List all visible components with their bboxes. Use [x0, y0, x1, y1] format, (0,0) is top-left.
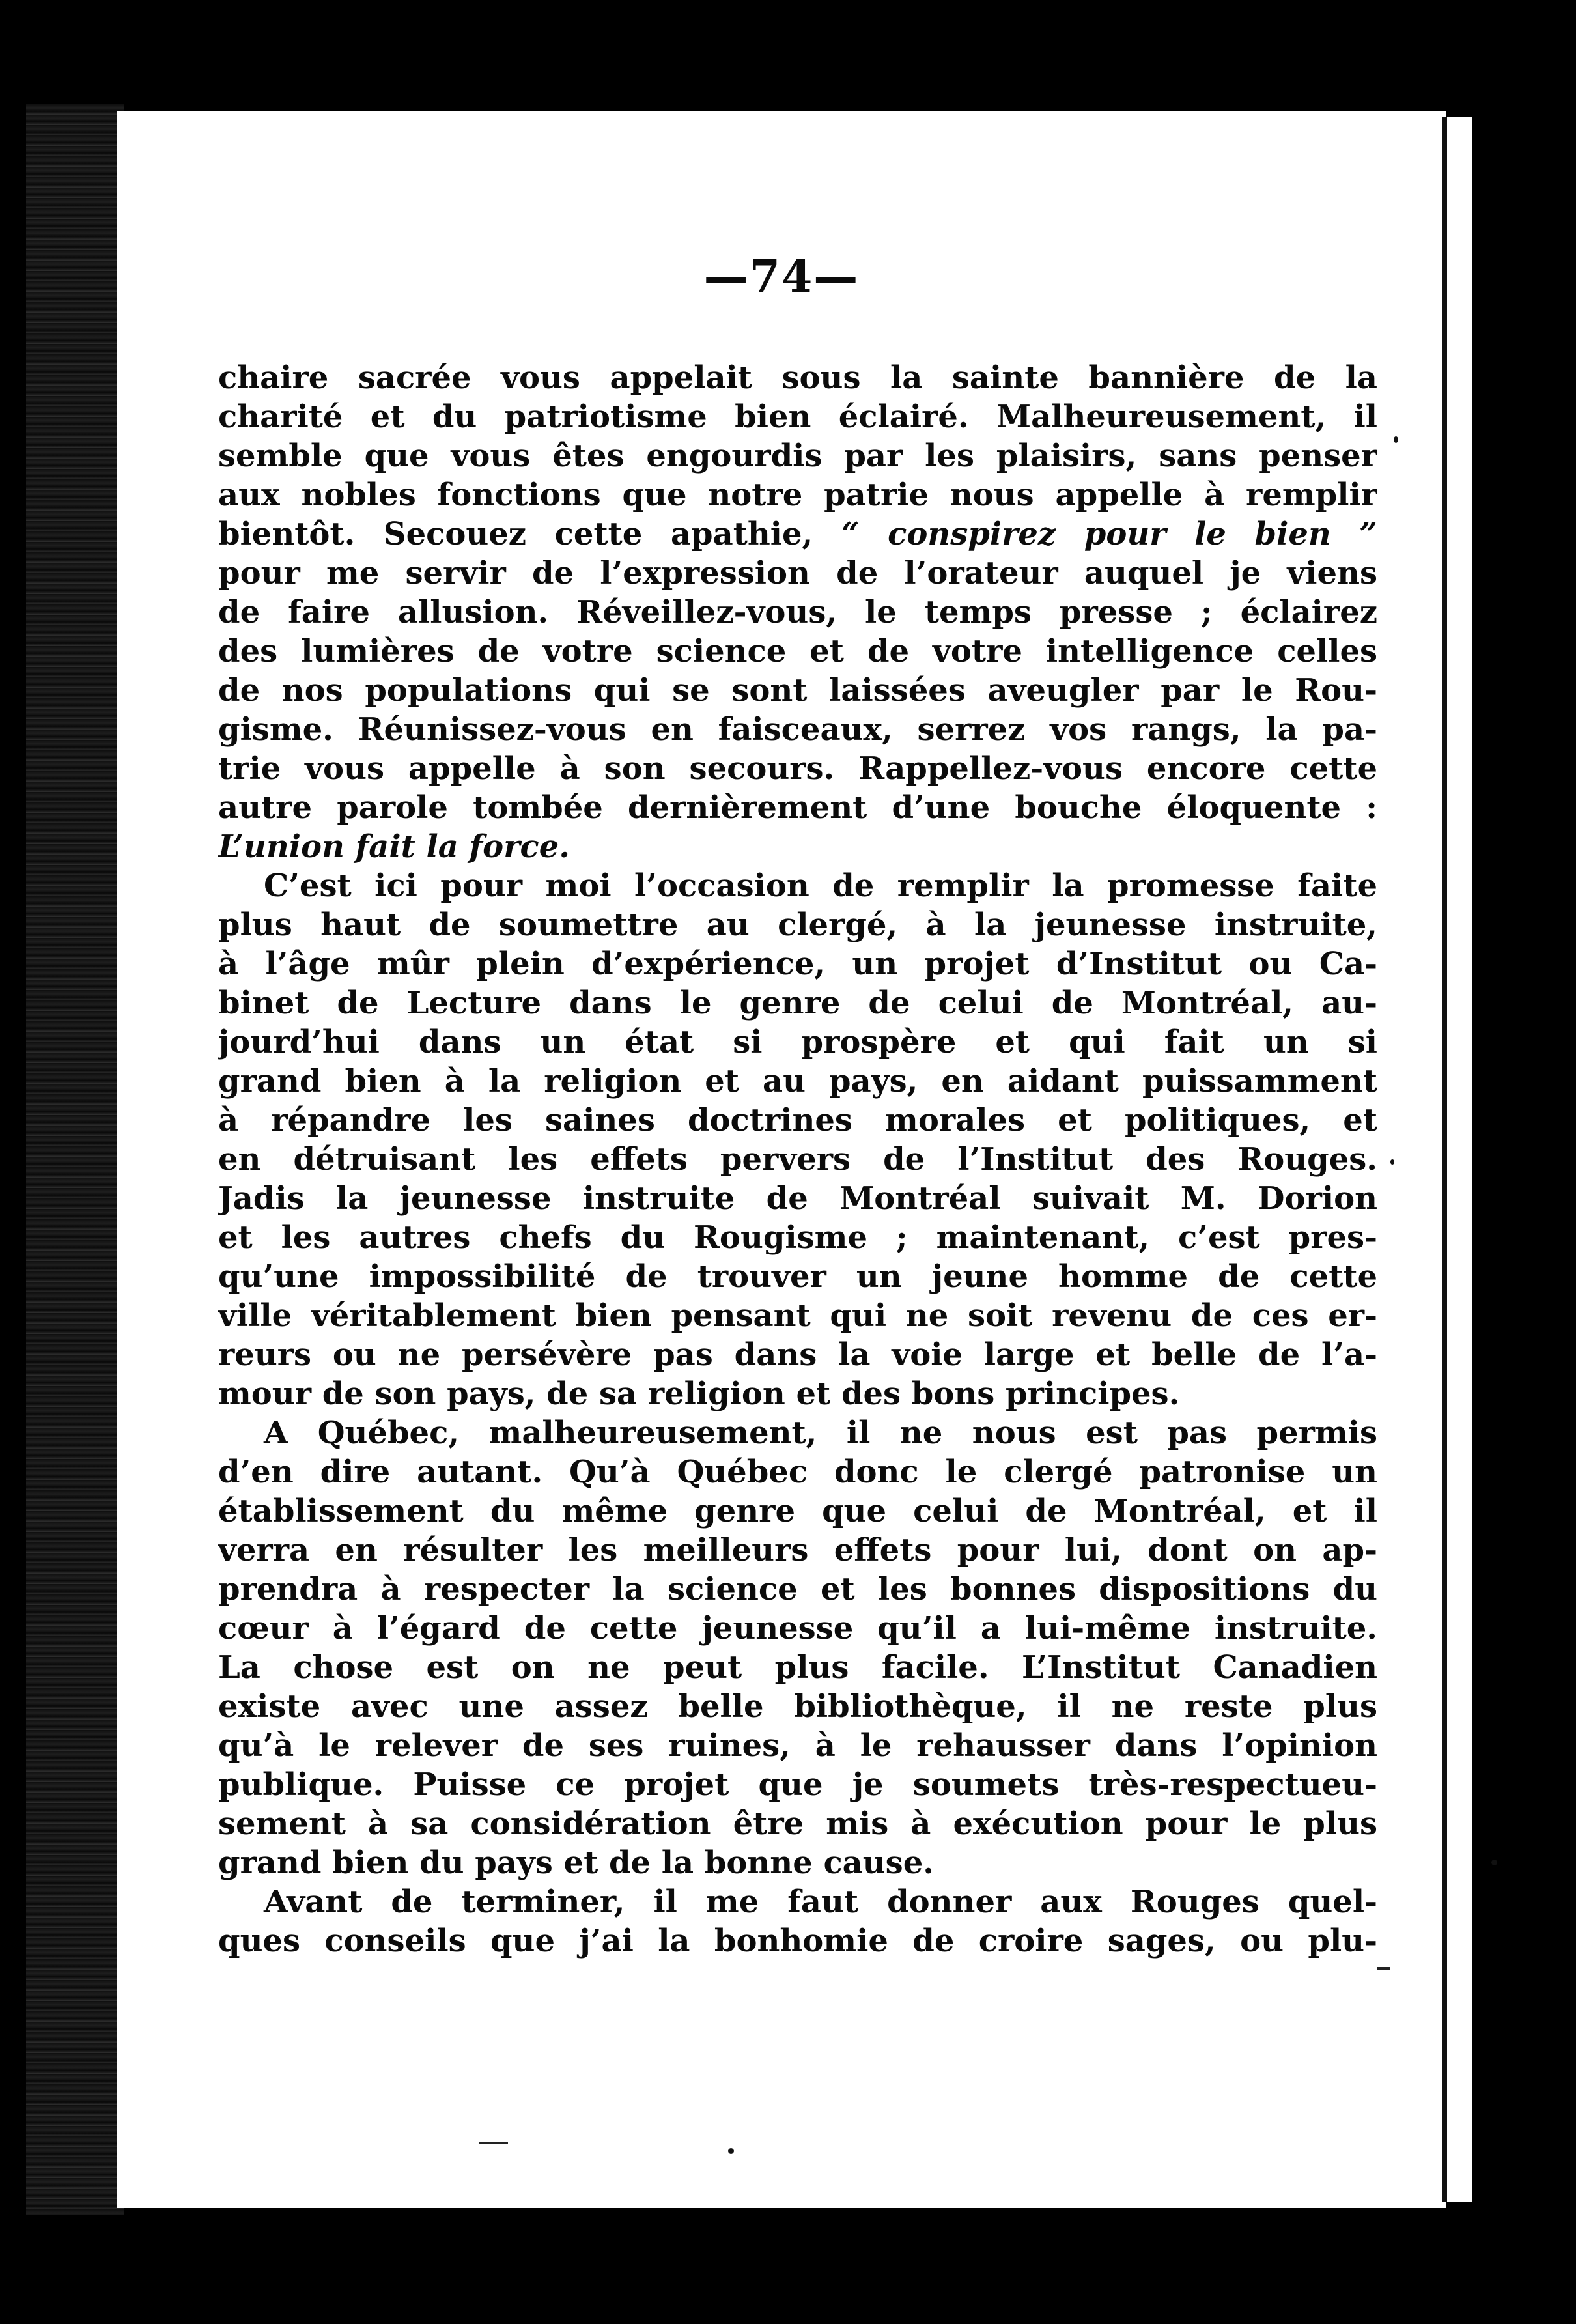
- text-line-content: chaire sacrée vous appelait sous la sainte bannière de la: [218, 360, 1377, 396]
- text-line-content: bientôt. Secouez cette apathie,: [218, 516, 841, 552]
- text-line: [218, 1140, 1377, 1179]
- text-line: [218, 475, 1377, 515]
- text-line: [218, 1648, 1377, 1687]
- text-line: [218, 1687, 1377, 1726]
- text-line-content: mour de son pays, de sa religion et des bons principes.: [218, 1376, 1180, 1412]
- text-line-content: de nos populations qui se sont laissées aveugler par le Rou-: [218, 672, 1377, 709]
- text-line-content: plus haut de soumettre au clergé, à la jeunesse instruite,: [218, 907, 1377, 943]
- text-line: [218, 866, 1377, 905]
- text-line: [218, 827, 1377, 866]
- text-line: [218, 1179, 1377, 1218]
- text-line-content: La chose est on ne peut plus facile. L’Institut Canadien: [218, 1649, 1377, 1686]
- text-line: [218, 788, 1377, 827]
- text-line-content: gisme. Réunissez-vous en faisceaux, serrez vos rangs, la pa-: [218, 711, 1377, 748]
- text-line-content: à l’âge mûr plein d’expérience, un projet d’Institut ou Ca-: [218, 946, 1377, 982]
- text-line-content: grand bien à la religion et au pays, en aidant puissamment: [218, 1063, 1377, 1099]
- text-line: [218, 1452, 1377, 1492]
- text-line: [218, 1609, 1377, 1648]
- text-line-content: binet de Lecture dans le genre de celui de Montréal, au-: [218, 985, 1377, 1021]
- text-line-content: ques conseils que j’ai la bonhomie de croire sages, ou plu-: [218, 1923, 1377, 1959]
- text-line: [218, 1765, 1377, 1804]
- text-line: [218, 1843, 1377, 1882]
- text-line-content: C’est ici pour moi l’occasion de remplir la promesse faite: [264, 868, 1377, 904]
- text-line: [218, 436, 1377, 475]
- text-line: [218, 1570, 1377, 1609]
- text-line-content: qu’une impossibilité de trouver un jeune homme de cette: [218, 1258, 1377, 1295]
- text-line: [218, 1531, 1377, 1570]
- text-line-content: existe avec une assez belle bibliothèque, il ne reste plus: [218, 1688, 1377, 1725]
- text-line-content: des lumières de votre science et de votre intelligence celles: [218, 633, 1377, 670]
- text-line-content: reurs ou ne persévère pas dans la voie large et belle de l’a-: [218, 1337, 1377, 1373]
- book-page: [117, 111, 1446, 2208]
- text-line-content: et les autres chefs du Rougisme ; maintenant, c’est pres-: [218, 1219, 1377, 1256]
- text-line-content: publique. Puisse ce projet que je soumets très-respectueu-: [218, 1766, 1377, 1803]
- text-line-content: trie vous appelle à son secours. Rappellez-vous encore cette: [218, 750, 1377, 787]
- text-line: [218, 749, 1377, 788]
- text-line: [218, 1921, 1377, 1961]
- page-left-edge: [26, 104, 124, 2215]
- page-right-edge: [1442, 117, 1472, 2202]
- text-line: [218, 1882, 1377, 1921]
- text-line-content: cœur à l’égard de cette jeunesse qu’il a lui-même instruite.: [218, 1610, 1377, 1647]
- text-line-content: en détruisant les effets pervers de l’Institut des Rouges.: [218, 1141, 1377, 1178]
- scan-right-strip: [1473, 104, 1512, 2215]
- text-line-content: de faire allusion. Réveillez-vous, le temps presse ; éclairez: [218, 594, 1377, 631]
- text-line: [218, 1374, 1377, 1413]
- text-line: [218, 358, 1377, 397]
- text-line: [218, 1726, 1377, 1765]
- text-line: [218, 515, 1377, 554]
- scan-dash: [1377, 1967, 1390, 1970]
- italic-quote: “ conspirez pour le bien ”: [841, 516, 1377, 552]
- text-line-content: jourd’hui dans un état si prospère et qui fait un si: [218, 1024, 1377, 1060]
- scan-speck: [728, 2148, 734, 2154]
- italic-quote: L’union fait la force.: [218, 829, 570, 865]
- text-line: [218, 1492, 1377, 1531]
- text-line: [218, 1101, 1377, 1140]
- text-line-content: d’en dire autant. Qu’à Québec donc le clergé patronise un: [218, 1454, 1377, 1490]
- text-line-content: qu’à le relever de ses ruines, à le rehausser dans l’opinion: [218, 1727, 1377, 1764]
- scan-dash: [479, 2142, 508, 2144]
- text-line-content: semble que vous êtes engourdis par les plaisirs, sans penser: [218, 438, 1377, 474]
- text-line: [218, 1804, 1377, 1843]
- scan-speck: [1390, 1159, 1394, 1165]
- text-line: [218, 984, 1377, 1023]
- page-number: —74—: [703, 251, 860, 303]
- text-line: [218, 1335, 1377, 1374]
- text-line: [218, 1257, 1377, 1296]
- text-line-content: charité et du patriotisme bien éclairé. Malheureusement, il: [218, 399, 1377, 435]
- scan-speck: [1491, 1860, 1497, 1865]
- text-line: [218, 1023, 1377, 1062]
- text-line: [218, 593, 1377, 632]
- text-line-content: sement à sa considération être mis à exécution pour le plus: [218, 1806, 1377, 1842]
- text-line-content: Jadis la jeunesse instruite de Montréal suivait M. Dorion: [218, 1180, 1377, 1217]
- body-text: [218, 358, 1377, 1961]
- text-line-content: A Québec, malheureusement, il ne nous est pas permis: [264, 1415, 1377, 1451]
- text-line-content: grand bien du pays et de la bonne cause.: [218, 1845, 934, 1881]
- text-line-content: établissement du même genre que celui de Montréal, et il: [218, 1493, 1377, 1529]
- scan-speck: [1394, 436, 1398, 443]
- text-line-content: à répandre les saines doctrines morales et politiques, et: [218, 1102, 1377, 1139]
- text-line-content: verra en résulter les meilleurs effets pour lui, dont on ap-: [218, 1532, 1377, 1568]
- text-line-content: ville véritablement bien pensant qui ne soit revenu de ces er-: [218, 1297, 1377, 1334]
- text-line: [218, 397, 1377, 436]
- text-line-content: Avant de terminer, il me faut donner aux Rouges quel-: [264, 1884, 1377, 1920]
- text-line: [218, 710, 1377, 749]
- text-line: [218, 554, 1377, 593]
- text-line: [218, 1218, 1377, 1257]
- text-line-content: autre parole tombée dernièrement d’une bouche éloquente :: [218, 789, 1377, 826]
- text-line-content: prendra à respecter la science et les bonnes dispositions du: [218, 1571, 1377, 1608]
- text-line: [218, 1296, 1377, 1335]
- text-line: [218, 905, 1377, 944]
- text-line-content: aux nobles fonctions que notre patrie nous appelle à remplir: [218, 477, 1377, 513]
- text-line: [218, 632, 1377, 671]
- text-line: [218, 944, 1377, 984]
- text-line-content: pour me servir de l’expression de l’orateur auquel je viens: [218, 555, 1377, 591]
- text-line: [218, 671, 1377, 710]
- text-line: [218, 1413, 1377, 1452]
- text-line: [218, 1062, 1377, 1101]
